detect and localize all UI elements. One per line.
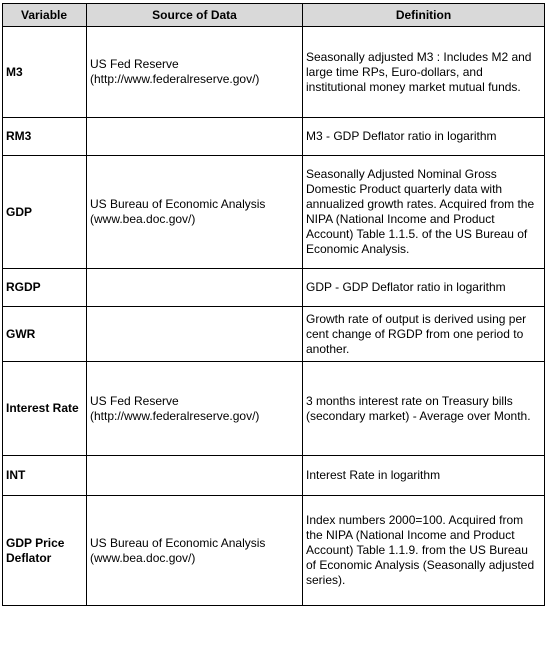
source-cell: [87, 269, 303, 307]
source-cell: [87, 456, 303, 496]
table-row: [3, 307, 545, 362]
variable-cell: GDP: [3, 156, 87, 269]
definition-cell: Index numbers 2000=100. Acquired from the NIPA (National Income and Product Account) Table 1.1.9. from the US Bureau of Economic Analysis (Seasonally adjusted series).: [303, 496, 545, 606]
table-row: [3, 456, 545, 496]
variable-cell: RM3: [3, 118, 87, 156]
definition-cell: Interest Rate in logarithm: [303, 456, 545, 496]
source-cell: [87, 118, 303, 156]
header-source: Source of Data: [87, 4, 303, 27]
variable-cell: M3: [3, 27, 87, 118]
source-cell: US Fed Reserve (http://www.federalreserve.gov/): [87, 27, 303, 118]
source-cell: US Fed Reserve (http://www.federalreserve.gov/): [87, 362, 303, 456]
variable-cell: Interest Rate: [3, 362, 87, 456]
source-cell: [87, 307, 303, 362]
header-row: [3, 4, 545, 27]
definition-cell: M3 - GDP Deflator ratio in logarithm: [303, 118, 545, 156]
source-cell: US Bureau of Economic Analysis (www.bea.doc.gov/): [87, 156, 303, 269]
variable-cell: INT: [3, 456, 87, 496]
table-row: [3, 269, 545, 307]
definition-cell: Seasonally Adjusted Nominal Gross Domestic Product quarterly data with annualized growth rates. Acquired from the NIPA (National Income and Product Account) Table 1.1.5. of the US Bureau of Economic Analysis.: [303, 156, 545, 269]
variable-cell: GDP Price Deflator: [3, 496, 87, 606]
table-row: [3, 118, 545, 156]
header-variable: Variable: [3, 4, 87, 27]
header-definition: Definition: [303, 4, 545, 27]
definition-cell: Growth rate of output is derived using per cent change of RGDP from one period to another.: [303, 307, 545, 362]
definition-cell: Seasonally adjusted M3 : Includes M2 and large time RPs, Euro-dollars, and institutional money market mutual funds.: [303, 27, 545, 118]
variables-table: [2, 3, 545, 606]
source-cell: US Bureau of Economic Analysis (www.bea.doc.gov/): [87, 496, 303, 606]
variable-cell: RGDP: [3, 269, 87, 307]
definition-cell: GDP - GDP Deflator ratio in logarithm: [303, 269, 545, 307]
table-row: [3, 27, 545, 118]
table-row: [3, 496, 545, 606]
table-row: [3, 362, 545, 456]
definition-cell: 3 months interest rate on Treasury bills (secondary market) - Average over Month.: [303, 362, 545, 456]
variable-cell: GWR: [3, 307, 87, 362]
table-row: [3, 156, 545, 269]
